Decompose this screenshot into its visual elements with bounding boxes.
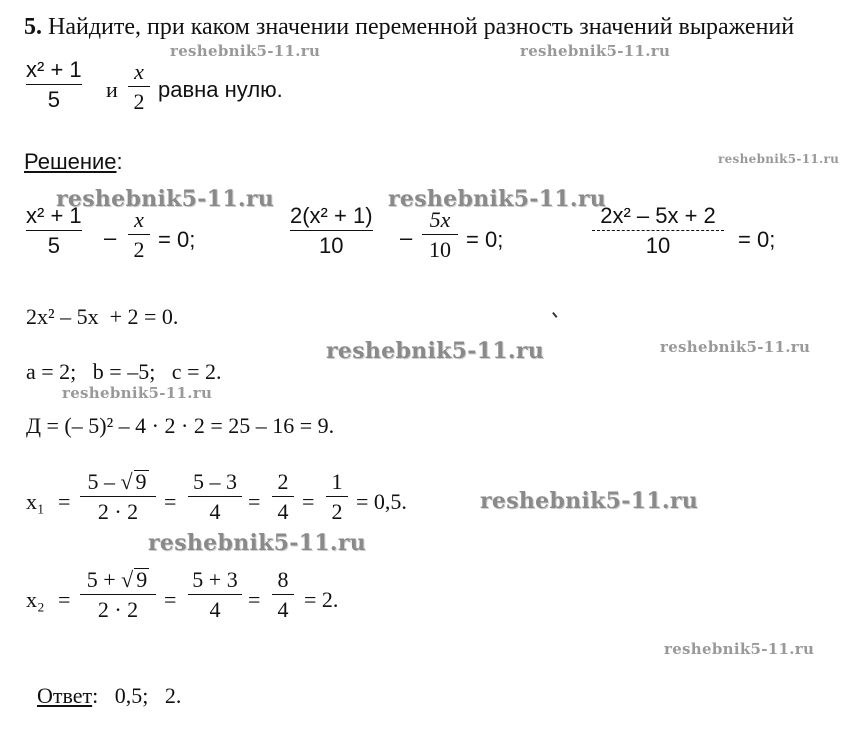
fraction-numerator: 2x² – 5x + 2 [600, 203, 716, 228]
answer-label: Ответ [37, 683, 93, 708]
watermark: reshebnik5-11.ru [480, 488, 699, 514]
stray-mark [552, 312, 557, 318]
fraction-bar [80, 594, 156, 595]
fraction-numerator: 5 + 3 [192, 567, 238, 592]
quadratic-equation: 2x² – 5x + 2 = 0. [26, 304, 179, 329]
fraction-numerator: 2 [277, 469, 289, 494]
fraction-bar [26, 84, 82, 85]
fraction-numerator: x [134, 207, 144, 232]
fraction-numerator: 5 – √ 9 [87, 469, 147, 494]
fraction-bar [188, 496, 242, 497]
fraction-denominator: 10 [429, 237, 451, 262]
fraction-denominator: 5 [47, 233, 60, 258]
x2-equals-3: = [248, 587, 261, 612]
x2-fraction-3 [272, 568, 294, 622]
fraction-bar [290, 230, 373, 231]
fraction-numerator: 1 [331, 469, 343, 494]
fraction-numerator: 5 + √ 9 [86, 567, 148, 592]
x1-fraction-3 [272, 470, 294, 524]
x2-equals: = [58, 587, 71, 612]
watermark: reshebnik5-11.ru [148, 530, 367, 556]
watermark: reshebnik5-11.ru [660, 338, 811, 356]
fraction-denominator: 4 [277, 597, 289, 622]
fraction-bar [188, 594, 242, 595]
x2-equals-2: = [164, 587, 177, 612]
watermark: reshebnik5-11.ru [718, 152, 840, 166]
answer: Ответ: 0,5; 2. [37, 683, 182, 708]
fraction-denominator: 2 [331, 499, 343, 524]
eq1-fraction-b [128, 208, 150, 262]
fraction-bar [80, 496, 156, 497]
eq2-minus: – [400, 225, 413, 250]
x2-fraction-1 [80, 568, 156, 622]
eq2-fraction-b [422, 208, 458, 262]
answer-value: 0,5; 2. [114, 683, 182, 708]
conjunction: и [106, 77, 118, 102]
solution-label: Решение: [24, 149, 123, 174]
watermark: reshebnik5-11.ru [56, 186, 275, 212]
watermark: reshebnik5-11.ru [388, 186, 607, 212]
x1-equals-3: = [248, 489, 261, 514]
fraction-bar [592, 230, 724, 231]
eq2-rhs: = 0; [466, 227, 504, 252]
watermark: reshebnik5-11.ru [170, 42, 321, 60]
x1-equals-2: = [164, 489, 177, 514]
eq3-fraction [592, 204, 724, 258]
fraction-denominator: 4 [209, 597, 221, 622]
eq1-rhs: = 0; [158, 227, 196, 252]
fraction-numerator: 8 [277, 567, 289, 592]
sqrt-radicand: 9 [136, 567, 148, 592]
problem-header [24, 14, 794, 40]
fraction-numerator: x² + 1 [26, 57, 82, 82]
x2-name: x₂ [26, 587, 45, 612]
watermark: reshebnik5-11.ru [664, 640, 815, 658]
eq2-fraction-a [290, 204, 373, 258]
fraction-denominator: 2 · 2 [97, 499, 139, 524]
problem-number: 5. [24, 14, 42, 40]
fraction-bar [272, 594, 294, 595]
eq1-fraction-a [26, 204, 82, 258]
fraction-bar [272, 496, 294, 497]
x1-fraction-1 [80, 470, 156, 524]
fraction-bar [326, 496, 348, 497]
fraction-numerator: 5 – 3 [193, 469, 237, 494]
eq3-rhs: = 0; [738, 227, 776, 252]
coefficients: a = 2; b = –5; c = 2. [26, 359, 222, 384]
fraction-denominator: 2 · 2 [97, 597, 139, 622]
fraction-denominator: 4 [209, 499, 221, 524]
watermark: reshebnik5-11.ru [520, 42, 671, 60]
fraction-denominator: 10 [319, 233, 344, 258]
watermark: reshebnik5-11.ru [326, 338, 545, 364]
problem-tail: равна нулю. [158, 77, 283, 102]
fraction-bar [26, 230, 82, 231]
eq1-minus: – [104, 225, 117, 250]
fraction-numerator: x [134, 59, 144, 84]
x1-name: x₁ [26, 489, 45, 514]
fraction-bar [422, 234, 458, 235]
x2-fraction-2 [188, 568, 242, 622]
x1-fraction-2 [188, 470, 242, 524]
fraction-bar [128, 86, 150, 87]
fraction-denominator: 2 [133, 237, 145, 262]
x1-fraction-4 [326, 470, 348, 524]
x1-equals-4: = [302, 489, 315, 514]
x1-equals: = [58, 489, 71, 514]
fraction-denominator: 2 [133, 89, 145, 114]
fraction-bar [128, 234, 150, 235]
problem-fraction-1 [26, 58, 82, 112]
fraction-denominator: 10 [645, 233, 671, 258]
watermark: reshebnik5-11.ru [62, 384, 213, 402]
problem-text: Найдите, при каком значении переменной разность значений выражений [48, 14, 795, 40]
fraction-numerator: 5x [429, 207, 451, 232]
x1-result: = 0,5. [356, 489, 407, 514]
problem-fraction-2 [128, 60, 150, 114]
fraction-numerator: 2(x² + 1) [290, 203, 373, 228]
fraction-denominator: 4 [277, 499, 289, 524]
fraction-numerator: x² + 1 [26, 203, 82, 228]
discriminant: Д = (– 5)² – 4 · 2 · 2 = 25 – 16 = 9. [26, 413, 335, 438]
sqrt-radicand: 9 [135, 469, 147, 494]
fraction-denominator: 5 [47, 87, 60, 112]
x2-result: = 2. [304, 587, 339, 612]
